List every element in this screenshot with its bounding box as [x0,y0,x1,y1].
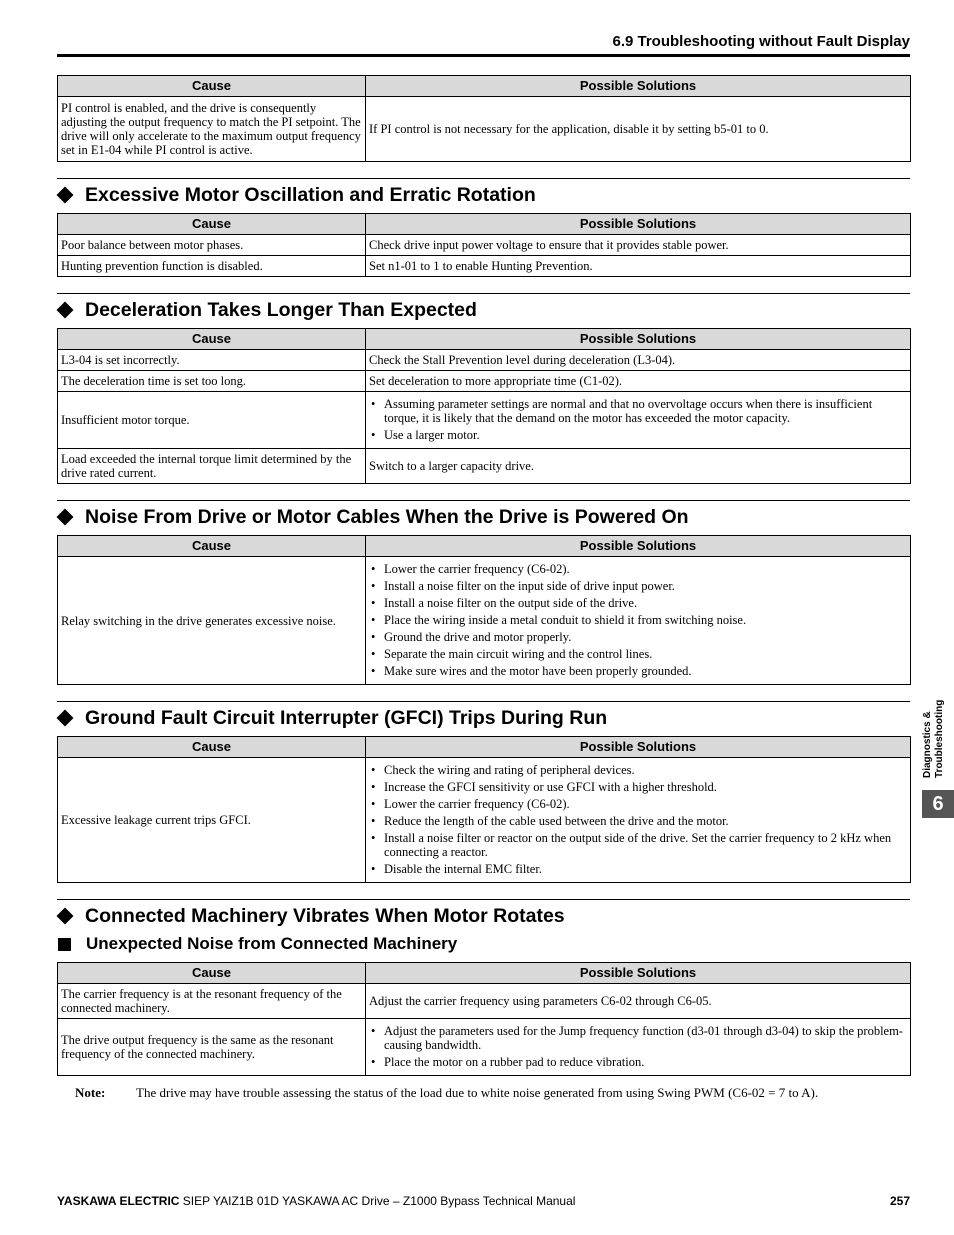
cause-header: Cause [58,536,366,557]
cause-header: Cause [58,76,366,97]
table-row [58,984,911,1019]
note-text: The drive may have trouble assessing the status of the load due to white noise generated from using Swing PWM (C6-02 = 7 to A). [136,1085,819,1100]
table-pi-control [57,75,911,162]
table-row [58,557,911,685]
solution-cell: If PI control is not necessary for the application, disable it by setting b5-01 to 0. [366,97,911,162]
solutions-header: Possible Solutions [366,214,911,235]
page-number: 257 [889,1194,910,1208]
list-item: • Disable the internal EMC filter. [369,862,907,876]
section-title-text: Noise From Drive or Motor Cables When the Drive is Powered On [85,505,689,528]
table-row [58,371,911,392]
solution-cell [366,1019,911,1076]
cause-cell: Poor balance between motor phases. [58,235,366,256]
cause-cell: Relay switching in the drive generates excessive noise. [58,557,366,685]
footer-brand: YASKAWA ELECTRIC [57,1194,180,1208]
solution-list [369,763,907,876]
diamond-bullet-icon [57,302,74,319]
table-header-row [58,536,911,557]
list-item: • Make sure wires and the motor have been properly grounded. [369,664,907,678]
section-title-text: Excessive Motor Oscillation and Erratic Rotation [85,183,536,206]
list-item: • Install a noise filter or reactor on the output side of the drive. Set the carrier frequency to 2 kHz when connecting a reactor. [369,831,907,859]
cause-header: Cause [58,737,366,758]
list-item: • Install a noise filter on the input side of drive input power. [369,579,907,593]
solution-cell: Check the Stall Prevention level during deceleration (L3-04). [366,350,911,371]
table-header-row [58,214,911,235]
header-rule [57,54,910,57]
table-deceleration [57,328,911,484]
table-header-row [58,737,911,758]
list-item: • Use a larger motor. [369,428,907,442]
section-motor-oscillation [57,178,910,207]
cause-header: Cause [58,214,366,235]
section-title [57,706,910,730]
cause-cell: Hunting prevention function is disabled. [58,256,366,277]
chapter-side-label: Diagnostics & Troubleshooting [922,699,945,778]
list-item: • Check the wiring and rating of peripheral devices. [369,763,907,777]
section-noise [57,500,910,529]
cause-cell: PI control is enabled, and the drive is consequently adjusting the output frequency to match the PI setpoint. The drive will only accelerate to the maximum output frequency set in E1-04 while PI control is active. [58,97,366,162]
solution-cell: Adjust the carrier frequency using parameters C6-02 through C6-05. [366,984,911,1019]
list-item: • Adjust the parameters used for the Jump frequency function (d3-01 through d3-04) to skip the problem-causing bandwidth. [369,1024,907,1052]
list-item: • Increase the GFCI sensitivity or use GFCI with a higher threshold. [369,780,907,794]
list-item: • Assuming parameter settings are normal and that no overvoltage occurs when there is insufficient torque, it is likely that the demand on the motor has exceeded the motor capacity. [369,397,907,425]
table-row [58,256,911,277]
solutions-header: Possible Solutions [366,737,911,758]
table-row [58,235,911,256]
table-header-row [58,329,911,350]
solutions-header: Possible Solutions [366,329,911,350]
table-motor-oscillation [57,213,911,277]
cause-header: Cause [58,963,366,984]
footer-doc-title: SIEP YAIZ1B 01D YASKAWA AC Drive – Z1000 Bypass Technical Manual [179,1194,576,1208]
section-title-text: Ground Fault Circuit Interrupter (GFCI) Trips During Run [85,706,608,729]
solution-cell: Switch to a larger capacity drive. [366,449,911,484]
note-label: Note: [75,1085,106,1100]
cause-cell: The carrier frequency is at the resonant frequency of the connected machinery. [58,984,366,1019]
diamond-bullet-icon [57,509,74,526]
cause-cell: Insufficient motor torque. [58,392,366,449]
table-row [58,449,911,484]
solution-cell [366,392,911,449]
solution-list [369,397,907,442]
solution-list [369,562,907,678]
section-connected-machinery [57,899,910,955]
page-content [57,75,910,1101]
table-row [58,350,911,371]
list-item: • Lower the carrier frequency (C6-02). [369,797,907,811]
solutions-header: Possible Solutions [366,963,911,984]
cause-cell: Excessive leakage current trips GFCI. [58,758,366,883]
section-title [57,298,910,322]
table-row [58,392,911,449]
cause-cell: L3-04 is set incorrectly. [58,350,366,371]
solutions-header: Possible Solutions [366,536,911,557]
solutions-header: Possible Solutions [366,76,911,97]
subsection-title-text: Unexpected Noise from Connected Machinery [86,934,458,953]
subsection-title [57,933,910,955]
section-title [57,904,910,928]
table-noise [57,535,911,685]
solution-cell: Check drive input power voltage to ensure that it provides stable power. [366,235,911,256]
table-header-row [58,963,911,984]
solution-cell: Set deceleration to more appropriate time (C1-02). [366,371,911,392]
table-row [58,1019,911,1076]
list-item: • Ground the drive and motor properly. [369,630,907,644]
cause-header: Cause [58,329,366,350]
table-header-row [58,76,911,97]
list-item: • Reduce the length of the cable used between the drive and the motor. [369,814,907,828]
chapter-number-tab: 6 [922,790,954,818]
table-row [58,97,911,162]
table-gfci [57,736,911,883]
list-item: • Install a noise filter on the output side of the drive. [369,596,907,610]
list-item: • Place the wiring inside a metal conduit to shield it from switching noise. [369,613,907,627]
table-row [58,758,911,883]
section-deceleration [57,293,910,322]
section-title [57,183,910,207]
page-header-title: 6.9 Troubleshooting without Fault Display [612,33,910,50]
cause-cell: Load exceeded the internal torque limit determined by the drive rated current. [58,449,366,484]
section-gfci [57,701,910,730]
list-item: • Lower the carrier frequency (C6-02). [369,562,907,576]
note [57,1085,910,1101]
solution-list [369,1024,907,1069]
list-item: • Place the motor on a rubber pad to reduce vibration. [369,1055,907,1069]
diamond-bullet-icon [57,908,74,925]
footer [57,1194,575,1208]
section-title [57,505,910,529]
diamond-bullet-icon [57,710,74,727]
section-title-text: Deceleration Takes Longer Than Expected [85,298,477,321]
cause-cell: The deceleration time is set too long. [58,371,366,392]
list-item: • Separate the main circuit wiring and the control lines. [369,647,907,661]
solution-cell [366,557,911,685]
table-connected-machinery [57,962,911,1076]
solution-cell [366,758,911,883]
section-title-text: Connected Machinery Vibrates When Motor Rotates [85,904,565,927]
cause-cell: The drive output frequency is the same as the resonant frequency of the connected machinery. [58,1019,366,1076]
square-bullet-icon [58,938,71,951]
diamond-bullet-icon [57,187,74,204]
solution-cell: Set n1-01 to 1 to enable Hunting Prevention. [366,256,911,277]
